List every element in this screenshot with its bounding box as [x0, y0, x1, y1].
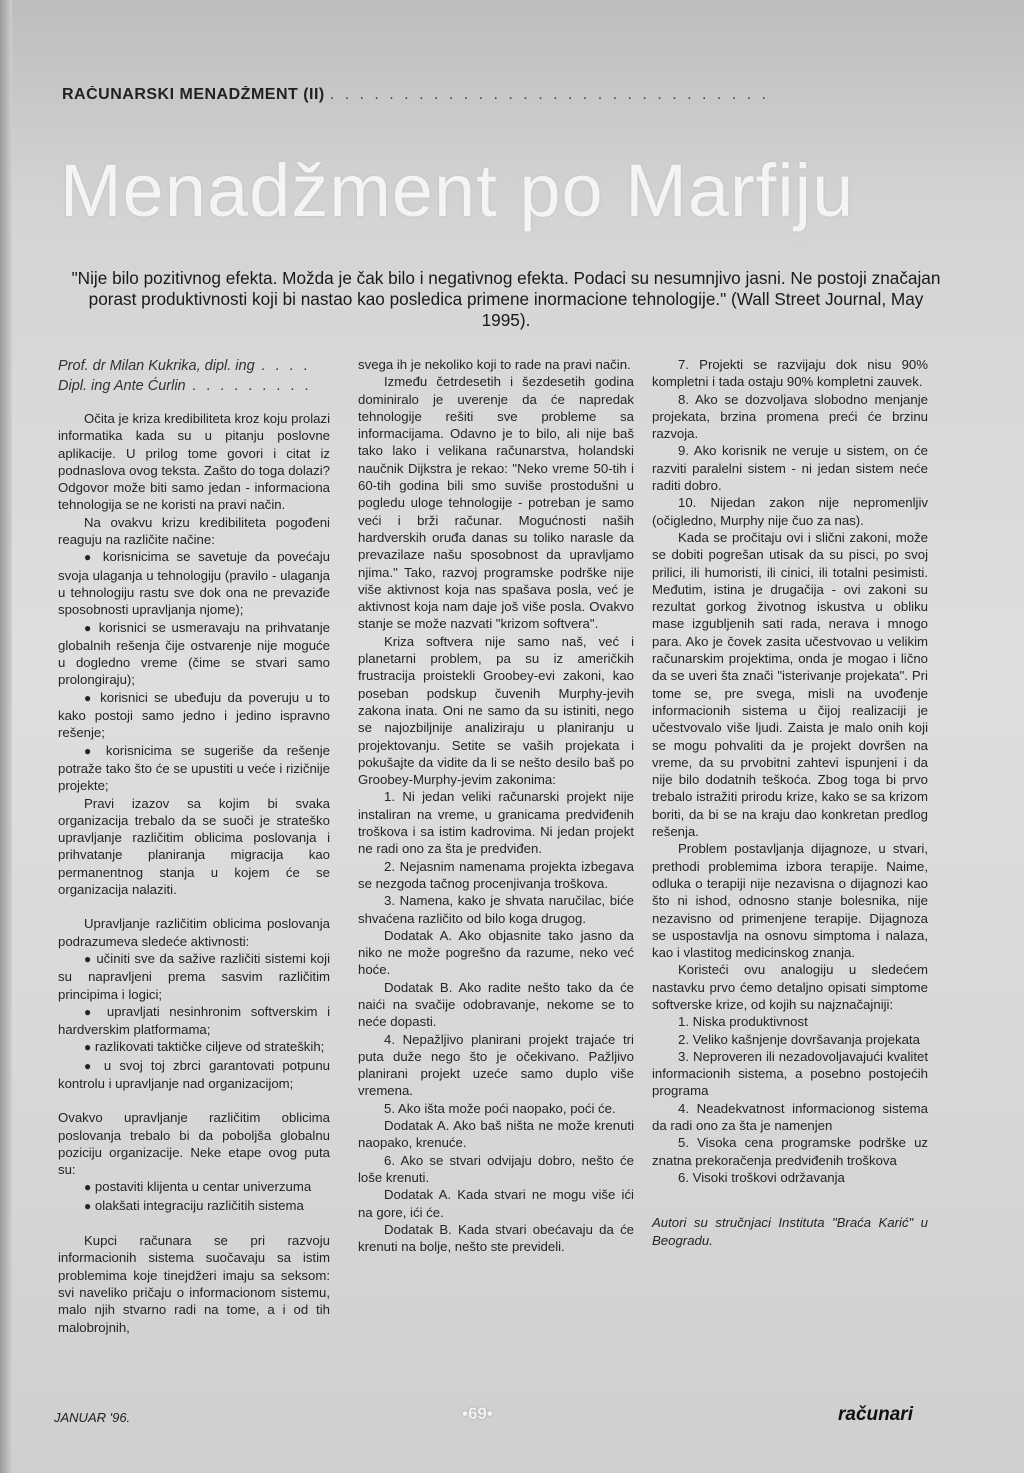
- law-item: 7. Projekti se razvijaju dok nisu 90% kompletni i tada ostaju 90% kompletni zauvek.: [652, 357, 928, 390]
- law-item: 9. Ako korisnik ne veruje u sistem, on će razviti paralelni sistem - ni jedan sistem neće raditi dobro.: [652, 443, 928, 494]
- bullet-item: ● olakšati integraciju različitih sistema: [84, 1197, 304, 1213]
- bullet-icon: ●: [84, 690, 94, 705]
- bullet-item: ● postaviti klijenta u centar univerzuma: [84, 1179, 312, 1195]
- paragraph: Kada se pročitaju ovi i slični zakoni, može se dobiti pogrešan utisak da su pisci, po svoj prilici, ili humoristi, ili cinici, ili totalni pesimisti. Međutim, istina je drugačija - ovi zakoni su rezultat gorkog životnog iskustva u obliku mase izgubljenih sati rada, nerava i mnogo para. Ako je čovek zasita učestvovao u velikim računarskim projektima, onda je mogao i lično da se uveri šta znači "isterivanje projekata". Pri tome se, pre svega, misli na uvođenje informacionih sistema u čijoj realizaciji je učestvovalo više ljudi. Zaista je malo onih koji se mogu pohvaliti da je projekt dovršen na vreme, da su prvobitni zahtevi ispunjeni i da nije bilo dodatnih teškoća. Zbog toga bi prvo trebalo istražiti prirodu krize, kako se sa krizom boriti, da bi se na kraju dao konkretan predlog rešenja.: [652, 529, 928, 840]
- column-2: [358, 356, 634, 1255]
- section-dots: . . . . . . . . . . . . . . . . . . . . . . . . . . . . . .: [329, 86, 769, 103]
- law-addendum: Dodatak B. Ako radite nešto tako da će naići na svačije odobravanje, nekome se to neće dopasti.: [358, 979, 634, 1030]
- paragraph: Ovakvo upravljanje različitim oblicima poslovanja trebalo bi da poboljša globalnu poziciju organizacije. Neke etape ovog puta su:: [58, 1110, 330, 1178]
- paragraph: Očita je kriza kredibiliteta kroz koju prolazi informatika kada su u pitanju poslovne aplikacije. U prilog tome govori i citat iz podnaslova ovog teksta. Zašto do toga dolazi? Odgovor može biti samo jedan - informaciona tehnologija se ne koristi na pravi način.: [58, 411, 330, 513]
- bullet-icon: ●: [84, 550, 96, 565]
- bullet-icon: ●: [84, 951, 92, 966]
- bullet-item: ● korisnici se usmeravaju na prihvatanje globalnih rešenja čije ostvarenje nije moguće u dogledno vreme (čime se stvari samo prolongiraju);: [58, 619, 330, 688]
- bullet-icon: ●: [84, 743, 97, 758]
- paragraph: Na ovakvu krizu kredibiliteta pogođeni reaguju na različite načine:: [58, 514, 330, 548]
- symptom-item: 6. Visoki troškovi održavanja: [678, 1169, 845, 1185]
- paragraph: Između četrdesetih i šezdesetih godina dominiralo je uverenje da će napredak tehnologije rešiti sve probleme sa informacijama. Odavno je to bilo, ali nije baš tako lako i velikana računarstva, holandski naučnik Dijkstra je rekao: "Neko vreme 50-tih i 60-tih godina bili smo suviše prostodušni u pogledu uloge tehnologije - potreban je samo veći i brži računar. Mogućnosti naših hardverskih oruđa danas su toliko narasle da prevazilaze našu sposobnost da upravljamo njima." Tako, razvoj programske podrške nije više aktivnost koja nas spašava posla, već je aktivnost koja nam daje još više posla. Ovakvo stanje se može nazvati "krizom softvera".: [358, 374, 634, 632]
- law-addendum: Dodatak B. Kada stvari obećavaju da će krenuti na bolje, nešto ste prevideli.: [358, 1221, 634, 1255]
- symptom-item: 2. Veliko kašnjenje dovršavanja projekata: [678, 1031, 920, 1047]
- law-item: 5. Ako išta može poći naopako, poći će.: [384, 1100, 616, 1116]
- bullet-item: ● u svoj toj zbrci garantovati potpunu kontrolu i upravljanje nad organizacijom;: [58, 1057, 330, 1091]
- issue-date: JANUAR '96.: [54, 1410, 131, 1425]
- bullet-item: ● razlikovati taktičke ciljeve od strateških;: [84, 1039, 325, 1055]
- author-1: Prof. dr Milan Kukrika, dipl. ing . . . .: [58, 358, 311, 374]
- page-spine: [0, 0, 12, 1473]
- bullet-item: ● korisnici se ubeđuju da poveruju u to kako postoji samo jedno i jedino ispravno rešenje;: [58, 689, 330, 741]
- article-title: Menadžment po Marfiju: [60, 149, 855, 232]
- section-header: [62, 86, 942, 104]
- section-title: RAČUNARSKI MENADŽMENT (II): [62, 86, 325, 103]
- law-item: 2. Nejasnim namenama projekta izbegava se nezgoda tačnog procenjivanja troškova.: [358, 858, 634, 891]
- magazine-logo: računari: [838, 1404, 913, 1425]
- law-item: 10. Nijedan zakon nije nepromenljiv (očigledno, Murphy nije čuo za nas).: [652, 495, 928, 528]
- bullet-icon: ●: [84, 1198, 92, 1213]
- column-3: [652, 356, 928, 1249]
- bullet-item: ● korisnicima se sugeriše da rešenje potraže tako što će se upustiti u veće i rizičnije projekte;: [58, 742, 330, 794]
- bullet-item: ● korisnicima se savetuje da povećaju svoja ulaganja u tehnologiju (pravilo - ulaganja u tehnologiju rastu sve dok ona ne prevaziđe sposobnosti upravljanja njome);: [58, 549, 330, 618]
- lead-quote: "Nije bilo pozitivnog efekta. Možda je čak bilo i negativnog efekta. Podaci su nesumnjivo jasni. Ne postoji značajan porast produktivnosti koji bi nastao kao posledica primene inormacione tehnologije." (Wall Street Journal, May 1995).: [71, 268, 941, 330]
- symptom-item: 3. Neproveren ili nezadovoljavajući kvalitet informacionih sistema, a posebno postojećih programa: [652, 1048, 928, 1099]
- paragraph: Koristeći ovu analogiju u sledećem nastavku prvo ćemo detaljno opisati simptome softverske krize, od kojih su najznačajniji:: [652, 962, 928, 1012]
- bullet-icon: ●: [84, 1004, 98, 1019]
- bullet-item: ● učiniti sve da sažive različiti sistemi koji su napravljeni prema sasvim različitim principima i logici;: [58, 950, 330, 1002]
- bullet-icon: ●: [84, 620, 94, 635]
- paragraph: Upravljanje različitim oblicima poslovanja podrazumeva sledeće aktivnosti:: [58, 916, 330, 949]
- law-item: 6. Ako se stvari odvijaju dobro, nešto će loše krenuti.: [358, 1152, 634, 1185]
- symptom-item: 5. Visoka cena programske podrške uz znatna prekoračenja predviđenih troškova: [652, 1135, 928, 1168]
- paragraph: Pravi izazov sa kojim bi svaka organizacija trebalo da se suoči je strateško upravljanje različitim oblicima poslovanja i prihvatanje planiranja migracija kao permanentnog stanja u kojem će se organizacija nalaziti.: [58, 795, 330, 898]
- symptom-item: 4. Neadekvatnost informacionog sistema da radi ono za šta je namenjen: [652, 1100, 928, 1134]
- law-addendum: Dodatak A. Kada stvari ne mogu više ići na gore, ići će.: [358, 1187, 634, 1220]
- bullet-icon: ●: [84, 1040, 92, 1055]
- paragraph: Problem postavljanja dijagnoze, u stvari, prethodi problemima izbora terapije. Naime, odluka o terapiji nije nezavisna o dijagnozi kao što ni ishod, odnosno stanje bolesnika, nije nezavisno od primenjene terapije. Dijagnoza se uspostavlja na osnovu simptoma i nalaza, kao i vlastitog medicinskog znanja.: [652, 841, 928, 961]
- paragraph: Kupci računara se pri razvoju informacionih sistema suočavaju sa istim problemima koje tinejdžeri imaju sa seksom: svi naveliko pričaju o informacionom sistemu, malo njih stvarno radi na tome, a i od tih malobrojnih,: [58, 1233, 330, 1335]
- law-item: 1. Ni jedan veliki računarski projekt nije instaliran na vreme, u granicama predviđenih troškova i sa istim kadrovima. Ni jedan projekt ne radi ono za šta je predviđen.: [358, 789, 634, 857]
- bullet-icon: ●: [84, 1180, 92, 1195]
- law-item: 4. Nepažljivo planirani projekt trajaće tri puta duže nego što je očekivano. Pažljivo planirani projekt uzeće samo duplo više vremena.: [358, 1031, 634, 1099]
- authors: [58, 356, 330, 396]
- column-1: [58, 356, 330, 1336]
- law-addendum: Dodatak A. Ako baš ništa ne može krenuti naopako, krenuće.: [358, 1118, 634, 1151]
- bullet-item: ● upravljati nesinhronim softverskim i hardverskim platformama;: [58, 1003, 331, 1038]
- law-addendum: Dodatak A. Ako objasnite tako jasno da niko ne može pogrešno da razume, neko već hoće.: [358, 927, 634, 978]
- symptom-item: 1. Niska produktivnost: [678, 1014, 808, 1030]
- law-item: 8. Ako se dozvoljava slobodno menjanje projekata, brzina promena preći će brzinu razvoja.: [652, 391, 928, 442]
- law-item: 3. Namena, kako je shvata naručilac, biće shvaćena različito od bilo koga drugog.: [358, 893, 634, 926]
- bullet-icon: ●: [84, 1058, 96, 1073]
- paragraph: Kriza softvera nije samo naš, već i planetarni problem, pa su iz američkih frustracija proistekli Groobey-evi zakoni, kao poseban podskup čuvenih Murphy-jevih zakona inata. Oni ne samo da su istiniti, nego se najozbiljnije analiziraju u planiranju u projektovanju. Setite se vaših projekata i pokušajte da vidite da li se nešto desilo baš po Groobey-Murphy-jevim zakonima:: [358, 633, 634, 788]
- page-number: •69•: [462, 1404, 493, 1423]
- author-2: Dipl. ing Ante Ćurlin . . . . . . . . .: [58, 378, 313, 394]
- author-footnote: Autori su stručnjaci Instituta "Braća Karić" u Beogradu.: [652, 1215, 928, 1248]
- paragraph: svega ih je nekoliko koji to rade na pravi način.: [358, 357, 631, 372]
